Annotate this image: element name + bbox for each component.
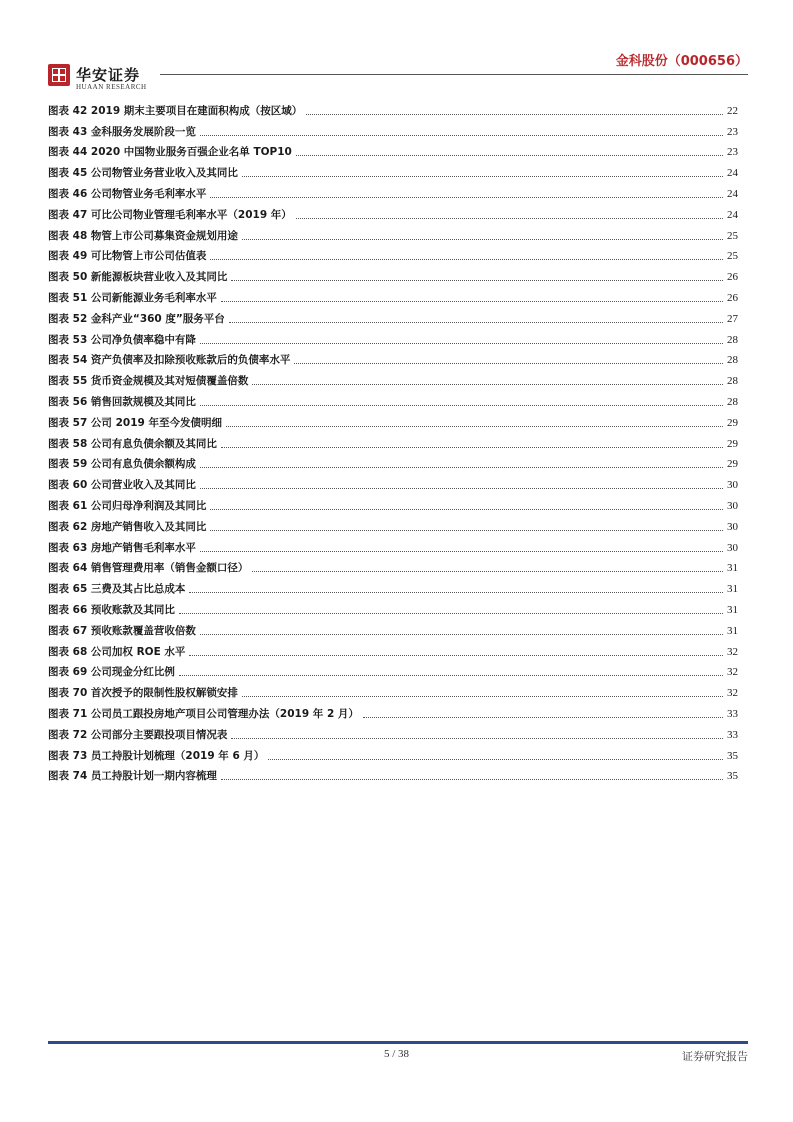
toc-entry[interactable] [48,575,738,596]
toc-entry-label: 图表 74 员工持股计划一期内容梳理 [48,770,217,783]
toc-entry[interactable] [48,763,738,784]
toc-dot-leader [294,362,723,364]
toc-entry-label: 图表 60 公司营业收入及其同比 [48,479,196,492]
huaan-logo-icon [48,64,70,86]
toc-entry[interactable] [48,471,738,492]
toc-entry[interactable] [48,596,738,617]
toc-entry[interactable] [48,139,738,160]
toc-entry-page: 32 [727,645,738,658]
toc-entry-page: 28 [727,354,738,367]
toc-entry-label: 图表 62 房地产销售收入及其同比 [48,520,207,533]
toc-entry-label: 图表 73 员工持股计划梳理（2019 年 6 月） [48,749,265,762]
toc-dot-leader [296,154,723,156]
toc-dot-leader [200,404,723,406]
toc-entry-page: 31 [727,562,738,575]
toc-entry-page: 26 [727,271,738,284]
toc-entry-label: 图表 50 新能源板块营业收入及其同比 [48,271,228,284]
toc-dot-leader [200,342,723,344]
toc-entry-label: 图表 56 销售回款规模及其同比 [48,395,196,408]
toc-dot-leader [200,633,723,635]
toc-dot-leader [200,550,723,552]
page-header [48,50,748,92]
toc-entry-label: 图表 47 可比公司物业管理毛利率水平（2019 年） [48,208,292,221]
toc-entry-label: 图表 67 预收账款覆盖营收倍数 [48,624,196,637]
toc-entry[interactable] [48,159,738,180]
toc-dot-leader [252,570,723,572]
toc-entry[interactable] [48,492,738,513]
toc-dot-leader [221,300,723,302]
toc-entry-page: 30 [727,520,738,533]
toc-entry[interactable] [48,617,738,638]
toc-entry-label: 图表 66 预收账款及其同比 [48,603,175,616]
toc-entry-page: 35 [727,749,738,762]
toc-dot-leader [363,716,723,718]
toc-entry-page: 28 [727,375,738,388]
toc-entry-label: 图表 44 2020 中国物业服务百强企业名单 TOP10 [48,146,292,159]
toc-entry-page: 31 [727,624,738,637]
toc-dot-leader [210,508,723,510]
toc-dot-leader [221,778,723,780]
toc-dot-leader [221,446,723,448]
toc-entry-page: 22 [727,104,738,117]
toc-entry-label: 图表 49 可比物管上市公司估值表 [48,250,207,263]
toc-dot-leader [242,238,723,240]
toc-dot-leader [242,695,723,697]
toc-entry-label: 图表 54 资产负债率及扣除预收账款后的负债率水平 [48,354,291,367]
toc-entry[interactable] [48,305,738,326]
toc-entry-label: 图表 61 公司归母净利润及其同比 [48,499,207,512]
document-title: 金科股份（000656） [615,54,748,69]
toc-entry[interactable] [48,679,738,700]
toc-entry-page: 23 [727,125,738,138]
toc-entry-page: 33 [727,707,738,720]
toc-entry[interactable] [48,659,738,680]
toc-dot-leader [231,279,723,281]
toc-entry[interactable] [48,243,738,264]
toc-entry-label: 图表 42 2019 期末主要项目在建面积构成（按区域） [48,104,303,117]
toc-entry-page: 29 [727,416,738,429]
toc-entry-label: 图表 64 销售管理费用率（销售金额口径） [48,562,249,575]
table-of-figures [48,97,738,783]
toc-entry-page: 24 [727,167,738,180]
toc-entry-label: 图表 51 公司新能源业务毛利率水平 [48,291,217,304]
toc-entry-page: 31 [727,603,738,616]
toc-entry[interactable] [48,367,738,388]
toc-entry-page: 31 [727,583,738,596]
toc-entry-label: 图表 45 公司物管业务营业收入及其同比 [48,167,238,180]
toc-entry[interactable] [48,409,738,430]
toc-dot-leader [189,654,723,656]
toc-entry[interactable] [48,700,738,721]
toc-entry-page: 35 [727,770,738,783]
toc-dot-leader [200,134,723,136]
toc-dot-leader [210,196,723,198]
toc-dot-leader [179,612,723,614]
toc-entry-page: 25 [727,229,738,242]
toc-dot-leader [189,591,723,593]
toc-entry-label: 图表 43 金科服务发展阶段一览 [48,125,196,138]
toc-entry-label: 图表 55 货币资金规模及其对短债覆盖倍数 [48,375,249,388]
toc-entry-label: 图表 53 公司净负债率稳中有降 [48,333,196,346]
toc-entry-label: 图表 46 公司物管业务毛利率水平 [48,187,207,200]
toc-entry-label: 图表 71 公司员工跟投房地产项目公司管理办法（2019 年 2 月） [48,707,359,720]
toc-dot-leader [179,674,723,676]
toc-entry-label: 图表 69 公司现金分红比例 [48,666,175,679]
toc-dot-leader [252,383,723,385]
toc-entry-label: 图表 70 首次授予的限制性股权解锁安排 [48,687,238,700]
toc-entry-label: 图表 65 三费及其占比总成本 [48,583,186,596]
toc-entry-label: 图表 68 公司加权 ROE 水平 [48,645,186,658]
report-type-label: 证券研究报告 [682,1050,748,1063]
toc-dot-leader [226,425,723,427]
toc-entry-page: 23 [727,146,738,159]
footer-divider [48,1041,748,1044]
toc-dot-leader [242,175,723,177]
toc-entry[interactable] [48,326,738,347]
header-divider [160,74,748,75]
toc-entry-page: 28 [727,333,738,346]
toc-entry[interactable] [48,742,738,763]
toc-entry-label: 图表 57 公司 2019 年至今发债明细 [48,416,222,429]
toc-entry-label: 图表 72 公司部分主要跟投项目情况表 [48,728,228,741]
toc-entry[interactable] [48,97,738,118]
toc-entry-page: 29 [727,437,738,450]
toc-entry-page: 29 [727,458,738,471]
toc-entry-label: 图表 58 公司有息负债余额及其同比 [48,437,217,450]
toc-entry-page: 26 [727,291,738,304]
toc-entry[interactable] [48,180,738,201]
toc-dot-leader [268,758,723,760]
toc-entry[interactable] [48,201,738,222]
toc-dot-leader [200,466,723,468]
toc-entry-label: 图表 52 金科产业“360 度”服务平台 [48,312,225,325]
toc-entry[interactable] [48,555,738,576]
page-number: 5 / 38 [383,1048,410,1060]
toc-entry-page: 25 [727,250,738,263]
toc-entry[interactable] [48,263,738,284]
toc-entry-page: 24 [727,187,738,200]
toc-entry-page: 24 [727,208,738,221]
toc-entry[interactable] [48,534,738,555]
toc-dot-leader [200,487,723,489]
toc-entry[interactable] [48,222,738,243]
brand-name-en: HUAAN RESEARCH [76,83,147,91]
brand-name-cn: 华安证券 [76,66,141,84]
toc-entry-page: 30 [727,479,738,492]
toc-entry[interactable] [48,513,738,534]
toc-entry[interactable] [48,388,738,409]
toc-entry[interactable] [48,347,738,368]
toc-entry-page: 32 [727,666,738,679]
toc-dot-leader [306,113,723,115]
toc-dot-leader [210,258,723,260]
toc-entry[interactable] [48,721,738,742]
toc-entry[interactable] [48,430,738,451]
toc-entry-page: 30 [727,541,738,554]
toc-entry[interactable] [48,451,738,472]
toc-entry-label: 图表 48 物管上市公司募集资金规划用途 [48,229,238,242]
toc-entry[interactable] [48,638,738,659]
toc-entry[interactable] [48,284,738,305]
toc-entry-label: 图表 59 公司有息负债余额构成 [48,458,196,471]
toc-entry-page: 30 [727,499,738,512]
toc-dot-leader [229,321,723,323]
toc-entry-label: 图表 63 房地产销售毛利率水平 [48,541,196,554]
toc-dot-leader [231,737,723,739]
toc-entry-page: 32 [727,687,738,700]
toc-entry-page: 28 [727,395,738,408]
toc-entry-page: 27 [727,312,738,325]
toc-dot-leader [296,217,723,219]
toc-entry[interactable] [48,118,738,139]
toc-dot-leader [210,529,723,531]
toc-entry-page: 33 [727,728,738,741]
